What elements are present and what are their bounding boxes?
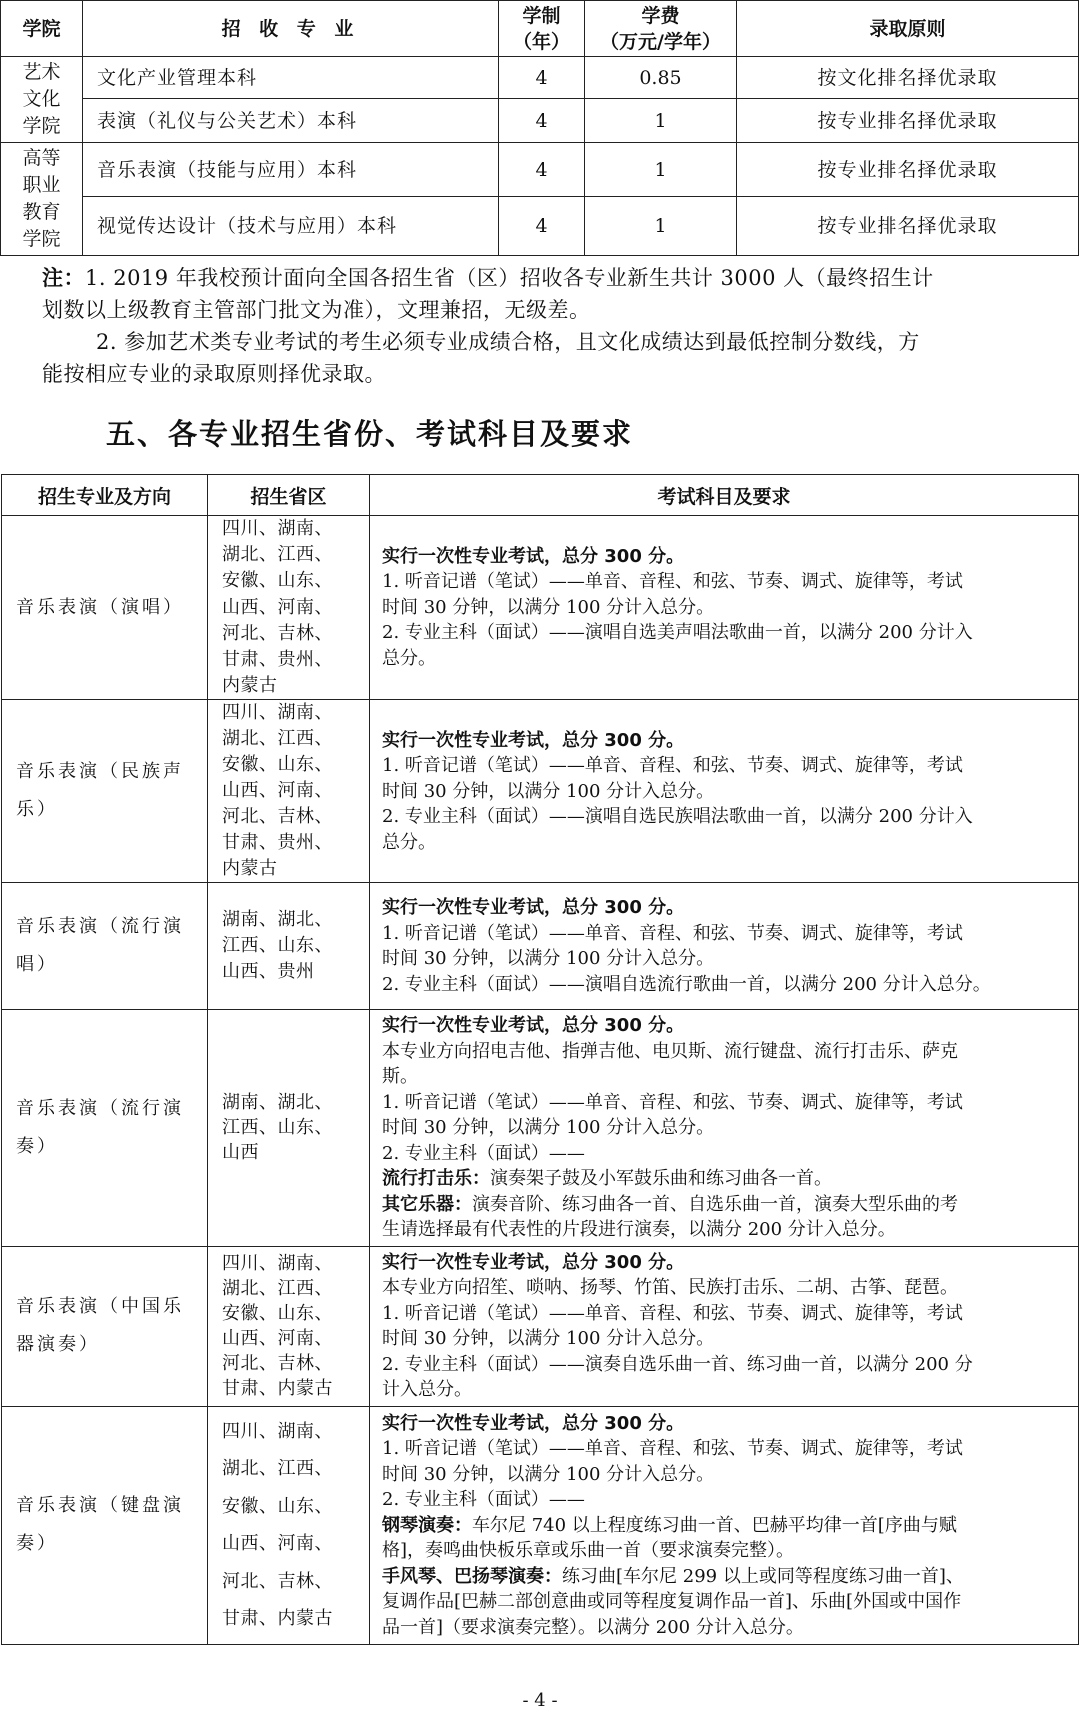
- table-row: [1, 57, 1079, 99]
- requirement-line: [382, 1192, 1066, 1218]
- requirement-line: 实行一次性专业考试，总分 300 分。: [382, 1015, 685, 1037]
- requirement-line: 1. 听音记谱（笔试）——单音、音程、和弦、节奏、调式、旋律等，考试: [382, 1302, 963, 1324]
- major-direction-cell: 音乐表演（流行演奏）: [2, 1010, 208, 1247]
- requirements-cell: [370, 700, 1079, 883]
- fee-cell: 0.85: [585, 57, 737, 99]
- header-provinces: 招生省区: [208, 475, 370, 516]
- years-cell: 4: [499, 57, 585, 99]
- header-requirements: 考试科目及要求: [370, 475, 1079, 516]
- provinces-cell: [208, 1010, 370, 1247]
- requirement-line: 格]，奏鸣曲快板乐章或乐曲一首（要求演奏完整）。: [382, 1540, 795, 1562]
- table-row: [2, 1406, 1079, 1644]
- years-cell: 4: [499, 143, 585, 197]
- page-number: - 4 -: [522, 1690, 558, 1711]
- requirement-line: 时间 30 分钟，以满分 100 分计入总分。: [382, 1117, 715, 1139]
- requirement-line: 2. 专业主科（面试）——: [382, 1489, 585, 1511]
- college-cell: 艺术文化学院: [1, 57, 83, 143]
- province-line: 甘肃、贵州、: [222, 649, 333, 671]
- notes: [42, 262, 1042, 390]
- province-line: 河北、吉林、: [222, 622, 333, 644]
- requirement-line: 实行一次性专业考试，总分 300 分。: [382, 545, 685, 567]
- table-header-row: [2, 475, 1079, 516]
- province-line: 河北、吉林、: [222, 1570, 333, 1592]
- province-line: 四川、湖南、: [222, 702, 333, 724]
- note-1-line-2: 划数以上级教育主管部门批文为准），文理兼招，无级差。: [42, 298, 591, 322]
- requirement-text: 练习曲[车尔尼 299 以上或同等程度练习曲一首]、: [562, 1565, 964, 1587]
- requirement-line: 1. 听音记谱（笔试）——单音、音程、和弦、节奏、调式、旋律等，考试: [382, 571, 963, 593]
- province-line: 山西: [222, 1141, 259, 1163]
- header-major-direction: 招生专业及方向: [2, 475, 208, 516]
- province-line: 山西、河南、: [222, 780, 333, 802]
- header-rule: 录取原则: [737, 1, 1079, 57]
- header-college: 学院: [1, 1, 83, 57]
- province-line: 湖北、江西、: [222, 728, 333, 750]
- requirement-line: 2. 专业主科（面试）——演奏自选乐曲一首、练习曲一首，以满分 200 分: [382, 1353, 973, 1375]
- table-header-row: [1, 1, 1079, 57]
- major-cell: 音乐表演（技能与应用）本科: [83, 143, 499, 197]
- provinces-cell: [208, 1246, 370, 1406]
- requirement-line: 本专业方向招电吉他、指弹吉他、电贝斯、流行键盘、流行打击乐、萨克: [382, 1040, 958, 1062]
- requirement-line: 实行一次性专业考试，总分 300 分。: [382, 1251, 685, 1273]
- province-line: 甘肃、贵州、: [222, 832, 333, 854]
- note-2-line-2: 能按相应专业的录取原则择优录取。: [42, 362, 386, 386]
- requirements-cell: [370, 1010, 1079, 1247]
- notes-label: 注：: [42, 266, 85, 290]
- major-direction-cell: 音乐表演（流行演唱）: [2, 883, 208, 1010]
- province-line: 湖北、江西、: [222, 1278, 333, 1300]
- requirement-text: 演奏架子鼓及小军鼓乐曲和练习曲各一首。: [490, 1168, 832, 1190]
- requirement-line: 1. 听音记谱（笔试）——单音、音程、和弦、节奏、调式、旋律等，考试: [382, 1438, 963, 1460]
- requirement-line: 实行一次性专业考试，总分 300 分。: [382, 729, 685, 751]
- requirements-cell: [370, 516, 1079, 700]
- exam-requirements-table: [1, 474, 1079, 1645]
- major-cell: 文化产业管理本科: [83, 57, 499, 99]
- province-line: 安徽、山东、: [222, 754, 333, 776]
- province-line: 甘肃、内蒙古: [222, 1608, 333, 1630]
- province-line: 湖北、江西、: [222, 544, 333, 566]
- table-row: [1, 197, 1079, 256]
- table-row: [2, 1010, 1079, 1247]
- province-line: 湖南、湖北、: [222, 1091, 333, 1113]
- requirement-line: [382, 1166, 1066, 1192]
- table-row: [2, 700, 1079, 883]
- rule-cell: 按专业排名择优录取: [737, 197, 1079, 256]
- requirement-line: 总分。: [382, 831, 436, 853]
- fee-cell: 1: [585, 99, 737, 143]
- note-1-line-1: 注：1. 2019 年我校预计面向全国各招生省（区）招收各专业新生共计 3000 人（最终招生计: [42, 266, 934, 290]
- requirement-line: 斯。: [382, 1066, 418, 1088]
- province-line: 安徽、山东、: [222, 1495, 333, 1517]
- major-direction-cell: 音乐表演（民族声乐）: [2, 700, 208, 883]
- provinces-cell: [208, 1406, 370, 1644]
- major-direction-cell: 音乐表演（中国乐器演奏）: [2, 1246, 208, 1406]
- years-cell: 4: [499, 197, 585, 256]
- requirement-line: 2. 专业主科（面试）——: [382, 1142, 585, 1164]
- table-row: [1, 143, 1079, 197]
- requirements-cell: [370, 1246, 1079, 1406]
- rule-cell: 按专业排名择优录取: [737, 99, 1079, 143]
- instrument-label: 手风琴、巴扬琴演奏：: [382, 1565, 562, 1587]
- section-title: 五、各专业招生省份、考试科目及要求: [106, 417, 634, 451]
- instrument-label: 流行打击乐：: [382, 1168, 490, 1190]
- province-line: 山西、贵州: [222, 961, 315, 983]
- requirements-cell: [370, 1406, 1079, 1644]
- province-line: 河北、吉林、: [222, 806, 333, 828]
- requirement-line: 本专业方向招笙、唢呐、扬琴、竹笛、民族打击乐、二胡、古筝、琵琶。: [382, 1277, 958, 1299]
- requirement-text: 演奏音阶、练习曲各一首、自选乐曲一首，演奏大型乐曲的考: [472, 1193, 958, 1215]
- requirement-line: 时间 30 分钟，以满分 100 分计入总分。: [382, 780, 715, 802]
- fee-cell: 1: [585, 197, 737, 256]
- province-line: 山西、河南、: [222, 1328, 333, 1350]
- admission-table: [0, 0, 1079, 256]
- years-cell: 4: [499, 99, 585, 143]
- province-line: 山西、河南、: [222, 596, 333, 618]
- province-line: 河北、吉林、: [222, 1353, 333, 1375]
- header-fee: 学费 （万元/学年）: [585, 1, 737, 57]
- province-line: 江西、山东、: [222, 1116, 333, 1138]
- requirements-cell: [370, 883, 1079, 1010]
- province-line: 山西、河南、: [222, 1533, 333, 1555]
- rule-cell: 按专业排名择优录取: [737, 143, 1079, 197]
- province-line: 安徽、山东、: [222, 570, 333, 592]
- major-cell: 视觉传达设计（技术与应用）本科: [83, 197, 499, 256]
- provinces-cell: [208, 883, 370, 1010]
- requirement-line: 时间 30 分钟，以满分 100 分计入总分。: [382, 1328, 715, 1350]
- header-major: 招 收 专 业: [83, 1, 499, 57]
- provinces-cell: [208, 516, 370, 700]
- province-line: 四川、湖南、: [222, 1253, 333, 1275]
- requirement-line: 生请选择最有代表性的片段进行演奏，以满分 200 分计入总分。: [382, 1219, 896, 1241]
- requirement-line: 1. 听音记谱（笔试）——单音、音程、和弦、节奏、调式、旋律等，考试: [382, 755, 963, 777]
- table-row: [1, 99, 1079, 143]
- major-direction-cell: 音乐表演（键盘演奏）: [2, 1406, 208, 1644]
- provinces-cell: [208, 700, 370, 883]
- requirement-line: 实行一次性专业考试，总分 300 分。: [382, 1412, 685, 1434]
- major-cell: 表演（礼仪与公关艺术）本科: [83, 99, 499, 143]
- requirement-line: 2. 专业主科（面试）——演唱自选流行歌曲一首，以满分 200 分计入总分。: [382, 973, 991, 995]
- college-cell: 高等职业教育学院: [1, 143, 83, 256]
- header-years: 学制 （年）: [499, 1, 585, 57]
- requirement-line: 2. 专业主科（面试）——演唱自选美声唱法歌曲一首，以满分 200 分计入: [382, 622, 973, 644]
- province-line: 内蒙古: [222, 675, 278, 697]
- requirement-line: 复调作品[巴赫二部创意曲或同等程度复调作品一首]、乐曲[外国或中国作: [382, 1591, 962, 1613]
- requirement-line: [382, 1564, 1066, 1590]
- table-row: [2, 516, 1079, 700]
- province-line: 四川、湖南、: [222, 1420, 333, 1442]
- requirement-line: 时间 30 分钟，以满分 100 分计入总分。: [382, 596, 715, 618]
- requirement-line: 计入总分。: [382, 1379, 472, 1401]
- instrument-label: 其它乐器：: [382, 1193, 472, 1215]
- table-row: [2, 883, 1079, 1010]
- major-direction-cell: 音乐表演（演唱）: [2, 516, 208, 700]
- requirement-line: 1. 听音记谱（笔试）——单音、音程、和弦、节奏、调式、旋律等，考试: [382, 1091, 963, 1113]
- province-line: 安徽、山东、: [222, 1303, 333, 1325]
- province-line: 内蒙古: [222, 858, 278, 880]
- province-line: 江西、山东、: [222, 935, 333, 957]
- rule-cell: 按文化排名择优录取: [737, 57, 1079, 99]
- requirement-text: 车尔尼 740 以上程度练习曲一首、巴赫平均律一首[序曲与赋: [472, 1514, 957, 1536]
- table-row: [2, 1246, 1079, 1406]
- requirement-line: [382, 1513, 1066, 1539]
- requirement-line: 2. 专业主科（面试）——演唱自选民族唱法歌曲一首，以满分 200 分计入: [382, 806, 973, 828]
- instrument-label: 钢琴演奏：: [382, 1514, 472, 1536]
- province-line: 湖南、湖北、: [222, 909, 333, 931]
- province-line: 湖北、江西、: [222, 1458, 333, 1480]
- requirement-line: 品一首]（要求演奏完整）。以满分 200 分计入总分。: [382, 1616, 804, 1638]
- requirement-line: 实行一次性专业考试，总分 300 分。: [382, 897, 685, 919]
- note-2-line-1: 2. 参加艺术类专业考试的考生必须专业成绩合格，且文化成绩达到最低控制分数线，方: [96, 330, 920, 354]
- province-line: 四川、湖南、: [222, 518, 333, 539]
- requirement-line: 时间 30 分钟，以满分 100 分计入总分。: [382, 1463, 715, 1485]
- requirement-line: 时间 30 分钟，以满分 100 分计入总分。: [382, 948, 715, 970]
- requirement-line: 总分。: [382, 647, 436, 669]
- requirement-line: 1. 听音记谱（笔试）——单音、音程、和弦、节奏、调式、旋律等，考试: [382, 922, 963, 944]
- fee-cell: 1: [585, 143, 737, 197]
- province-line: 甘肃、内蒙古: [222, 1378, 333, 1400]
